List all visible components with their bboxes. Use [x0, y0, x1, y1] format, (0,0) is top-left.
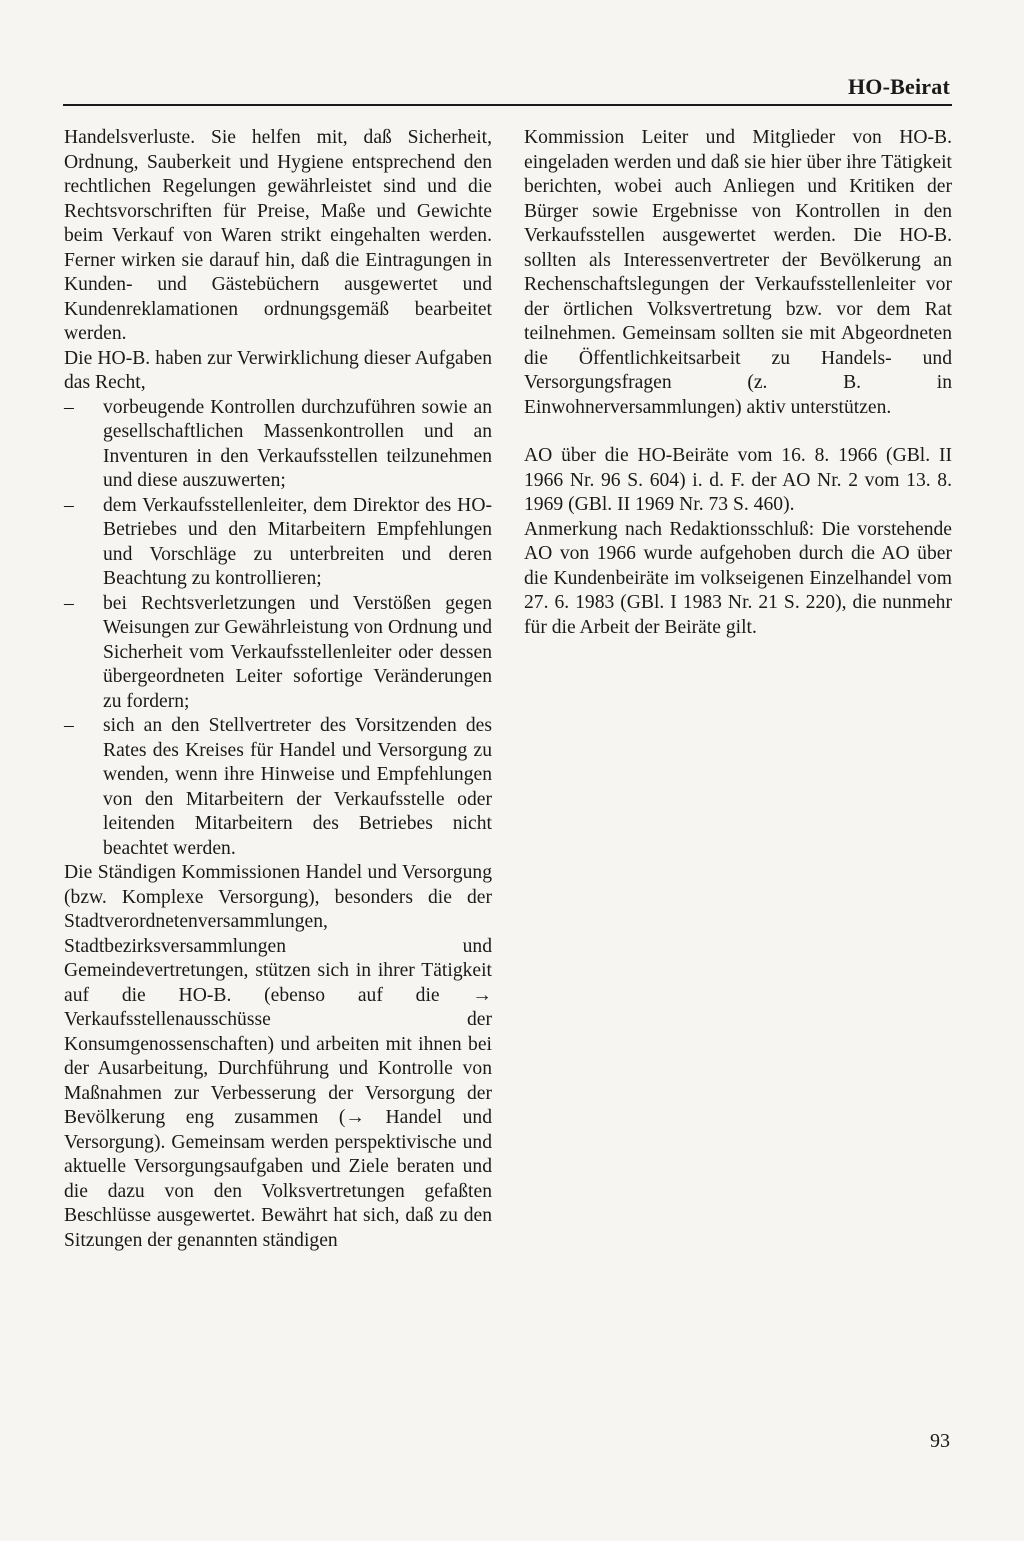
list-item-text: sich an den Stellvertreter des Vorsitzenden des Rates des Kreises für Handel und Versorgung zu wenden, wenn ihre Hinweise und Empfehlungen von den Mitarbeitern der Verkaufsstelle oder leitenden Mitarbeitern des Betriebes nicht beachtet werden.: [103, 715, 492, 859]
commissions-paragraph: Die Ständigen Kommissionen Handel und Versorgung (bzw. Komplexe Versorgung), besonders die der Stadtverordnetenversammlungen, Stadtbezirksversammlungen und Gemeindevertretungen, stützen sich in ihrer Tätigkeit auf die HO-B. (ebenso auf die → Verkaufsstellenausschüsse der Konsumgenossenschaften) und arbeiten mit ihnen bei der Ausarbeitung, Durchführung und Kontrolle von Maßnahmen zur Verbesserung der Versorgung der Bevölkerung eng zusammen (→ Handel und Versorgung). Gemeinsam werden perspektivische und aktuelle Versorgungsaufgaben und Ziele beraten und die dazu von den Volksvertretungen gefaßten Beschlüsse ausgewertet. Bewährt hat sich, daß zu den Sitzungen der genannten ständigen: [64, 862, 492, 1251]
left-column: [64, 126, 492, 1253]
editorial-note: Anmerkung nach Redaktionsschluß: Die vorstehende AO von 1966 wurde aufgehoben durch die AO über die Kundenbeiräte im volkseigenen Einzelhandel vom 27. 6. 1983 (GBl. I 1983 Nr. 21 S. 220), die nunmehr für die Arbeit der Beiräte gilt.: [524, 518, 952, 638]
right-column: [524, 126, 952, 640]
list-dash: –: [64, 396, 74, 418]
rights-intro-paragraph: Die HO-B. haben zur Verwirklichung dieser Aufgaben das Recht,: [64, 347, 492, 393]
rights-list-item: [64, 714, 492, 861]
legal-reference: AO über die HO-Beiräte vom 16. 8. 1966 (GBl. II 1966 Nr. 96 S. 604) i. d. F. der AO Nr. 2 vom 13. 8. 1969 (GBl. II 1969 Nr. 73 S. 460).: [524, 445, 952, 515]
rights-list-item: [64, 396, 492, 494]
rights-list: [64, 396, 492, 862]
list-item-text: bei Rechtsverletzungen und Verstößen gegen Weisungen zur Gewährleistung von Ordnung und Sicherheit vom Verkaufsstellenleiter oder dessen übergeordneten Leiter sofortige Veränderungen zu fordern;: [103, 592, 492, 712]
header-rule: [63, 104, 952, 106]
list-item-text: dem Verkaufsstellenleiter, dem Direktor des HO-Betriebes und den Mitarbeitern Empfehlungen und Vorschläge zu unterbreiten und deren Beachtung zu kontrollieren;: [103, 494, 492, 589]
list-dash: –: [64, 494, 74, 516]
rights-list-item: [64, 592, 492, 715]
rights-list-item: [64, 494, 492, 592]
page-number: 93: [930, 1430, 950, 1452]
list-item-text: vorbeugende Kontrollen durchzuführen sowie an gesellschaftlichen Massenkontrollen und an Inventuren in den Verkaufsstellen teilzunehmen und diese auszuwerten;: [103, 396, 492, 491]
intro-paragraph: Handelsverluste. Sie helfen mit, daß Sicherheit, Ordnung, Sauberkeit und Hygiene entsprechend den rechtlichen Regelungen gewährleistet sind und die Rechtsvorschriften für Preise, Maße und Gewichte beim Verkauf von Waren strikt eingehalten werden. Ferner wirken sie darauf hin, daß die Eintragungen in Kunden- und Gästebüchern ausgewertet und Kundenreklamationen ordnungsgemäß bearbeitet werden.: [64, 127, 492, 344]
continuation-paragraph: Kommission Leiter und Mitglieder von HO-B. eingeladen werden und daß sie hier über ihre Tätigkeit berichten, wobei auch Anliegen und Kritiken der Bürger sowie Ergebnisse von Kontrollen in den Verkaufsstellen ausgewertet werden. Die HO-B. sollten als Interessenvertreter der Bevölkerung an Rechenschaftslegungen der Verkaufsstellenleiter vor der örtlichen Volksvertretung bzw. vor dem Rat teilnehmen. Gemeinsam sollten sie mit Abgeordneten die Öffentlichkeitsarbeit zu Handels- und Versorgungsfragen (z. B. in Einwohnerversammlungen) aktiv unterstützen.: [524, 127, 952, 418]
paragraph-gap: [524, 420, 952, 444]
list-dash: –: [64, 715, 74, 736]
running-header-title: HO-Beirat: [848, 74, 950, 99]
list-dash: –: [64, 592, 74, 614]
